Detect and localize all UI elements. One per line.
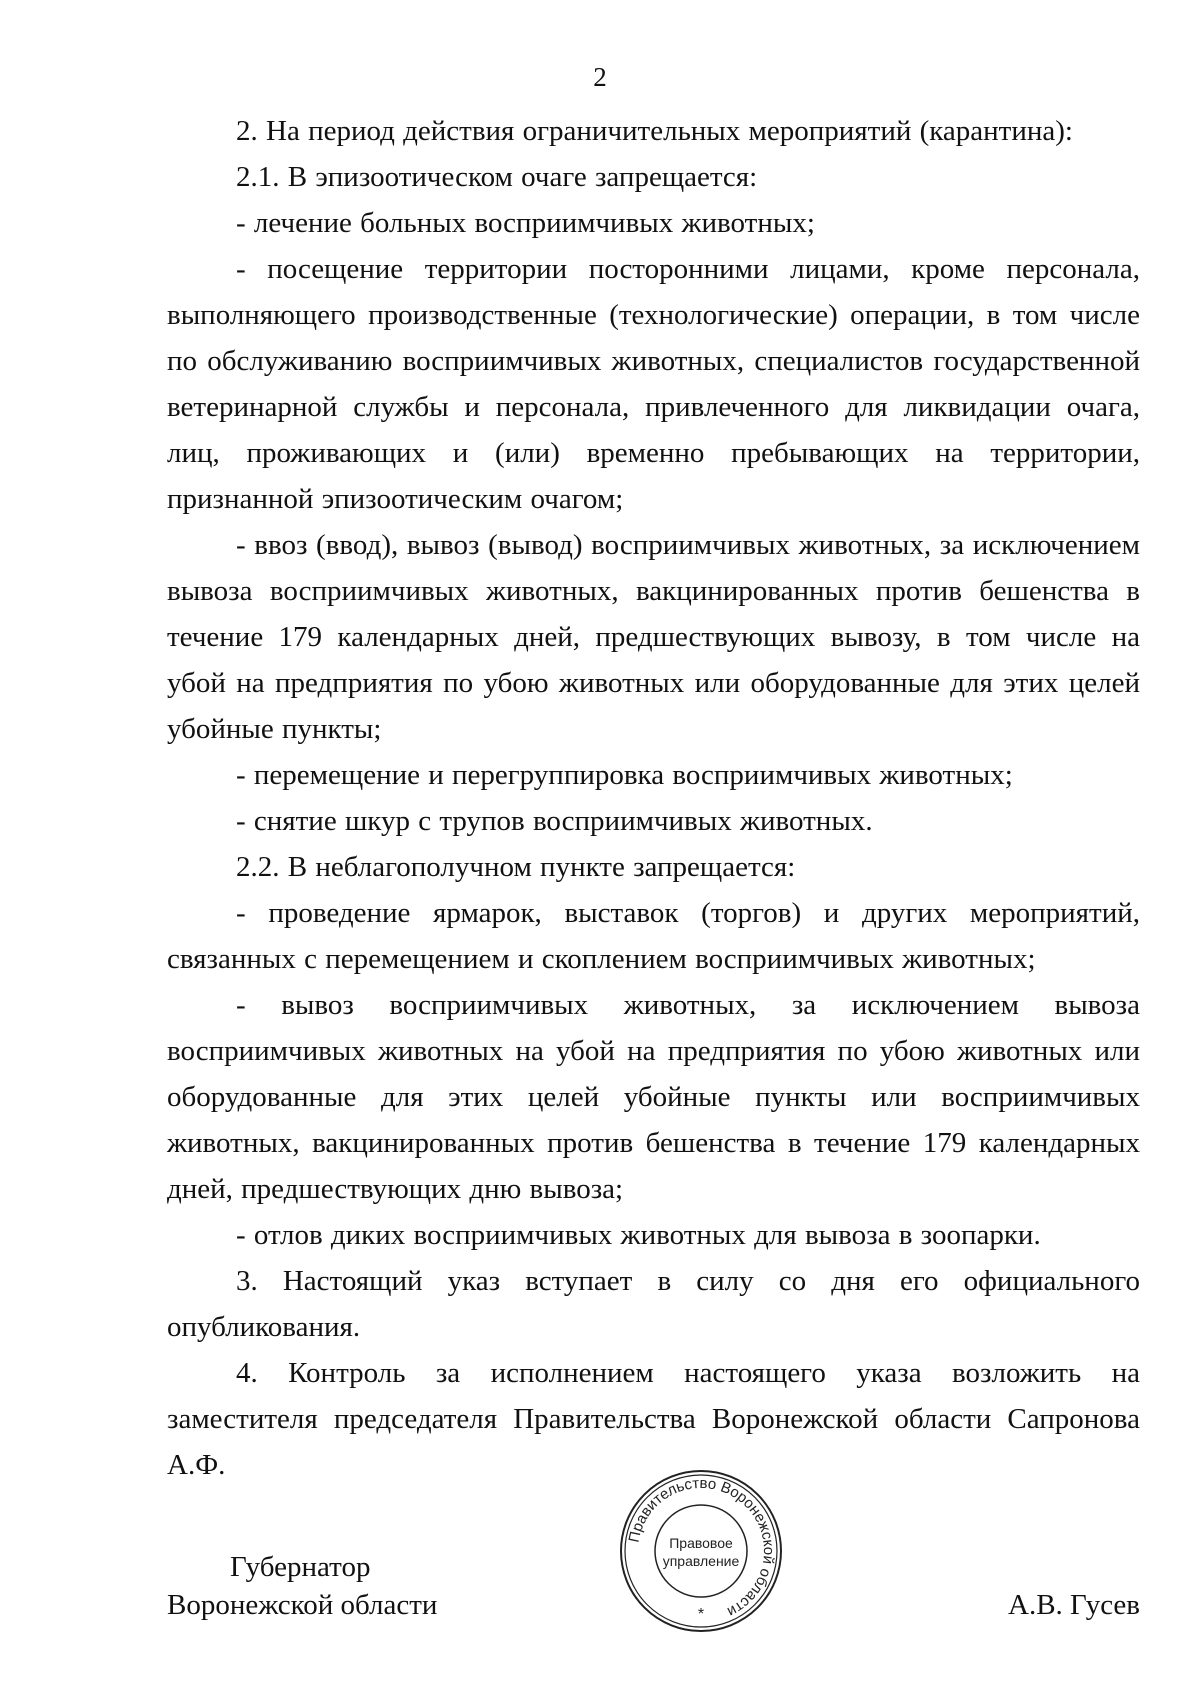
- item-fairs-ban: - проведение ярмарок, выставок (торгов) и других мероприятий, связанных с перемещением и скоплением восприимчивых животных;: [167, 897, 1140, 975]
- stamp-seal-graphic: [618, 1468, 784, 1634]
- signatory-title: [167, 1548, 437, 1624]
- stamp-star: *: [697, 1606, 705, 1623]
- paragraph-2: 2. На период действия ограничительных мероприятий (карантина):: [236, 115, 1073, 147]
- signatory-title-line2: Воронежской области: [167, 1589, 438, 1621]
- item-capture-ban: - отлов диких восприимчивых животных для вывоза в зоопарки.: [236, 1219, 1041, 1251]
- stamp-center-line2: управление: [662, 1553, 740, 1569]
- paragraph-3: 3. Настоящий указ вступает в силу со дня его официального опубликования.: [167, 1265, 1140, 1343]
- signatory-title-line1: Губернатор: [230, 1551, 371, 1583]
- paragraph-4: 4. Контроль за исполнением настоящего указа возложить на заместителя председателя Правительства Воронежской области Сапронова А.Ф.: [167, 1357, 1140, 1481]
- paragraph-2-2: 2.2. В неблагополучном пункте запрещается:: [236, 851, 796, 883]
- item-skinning-ban: - снятие шкур с трупов восприимчивых животных.: [236, 805, 873, 837]
- document-body: [167, 108, 1140, 1488]
- item-treatment-ban: - лечение больных восприимчивых животных;: [236, 207, 815, 239]
- official-stamp: [618, 1468, 784, 1634]
- item-export-ban: - вывоз восприимчивых животных, за исключением вывоза восприимчивых животных на убой на предприятия по убою животных или оборудованные для этих целей убойные пункты или восприимчивых животных, вакцинированных против бешенства в течение 179 календарных дней, предшествующих дню вывоза;: [167, 989, 1140, 1205]
- signatory-name: А.В. Гусев: [1008, 1589, 1140, 1621]
- stamp-ring-text: Правительство Воронежской области: [625, 1474, 778, 1621]
- item-regrouping-ban: - перемещение и перегруппировка восприимчивых животных;: [236, 759, 1013, 791]
- page-number: 2: [593, 62, 607, 92]
- item-transport-ban: - ввоз (ввод), вывоз (вывод) восприимчивых животных, за исключением вывоза восприимчивых животных, вакцинированных против бешенства в течение 179 календарных дней, предшествующих вывозу, в том числе на убой на предприятия по убою животных или оборудованные для этих целей убойные пункты;: [167, 529, 1140, 745]
- stamp-center-line1: Правовое: [669, 1535, 733, 1551]
- item-visit-ban: - посещение территории посторонними лицами, кроме персонала, выполняющего производственные (технологические) операции, в том числе по обслуживанию восприимчивых животных, специалистов государственной ветеринарной службы и персонала, привлеченного для ликвидации очага, лиц, проживающих и (или) временно пребывающих на территории, признанной эпизоотическим очагом;: [167, 253, 1140, 515]
- paragraph-2-1: 2.1. В эпизоотическом очаге запрещается:: [236, 161, 758, 193]
